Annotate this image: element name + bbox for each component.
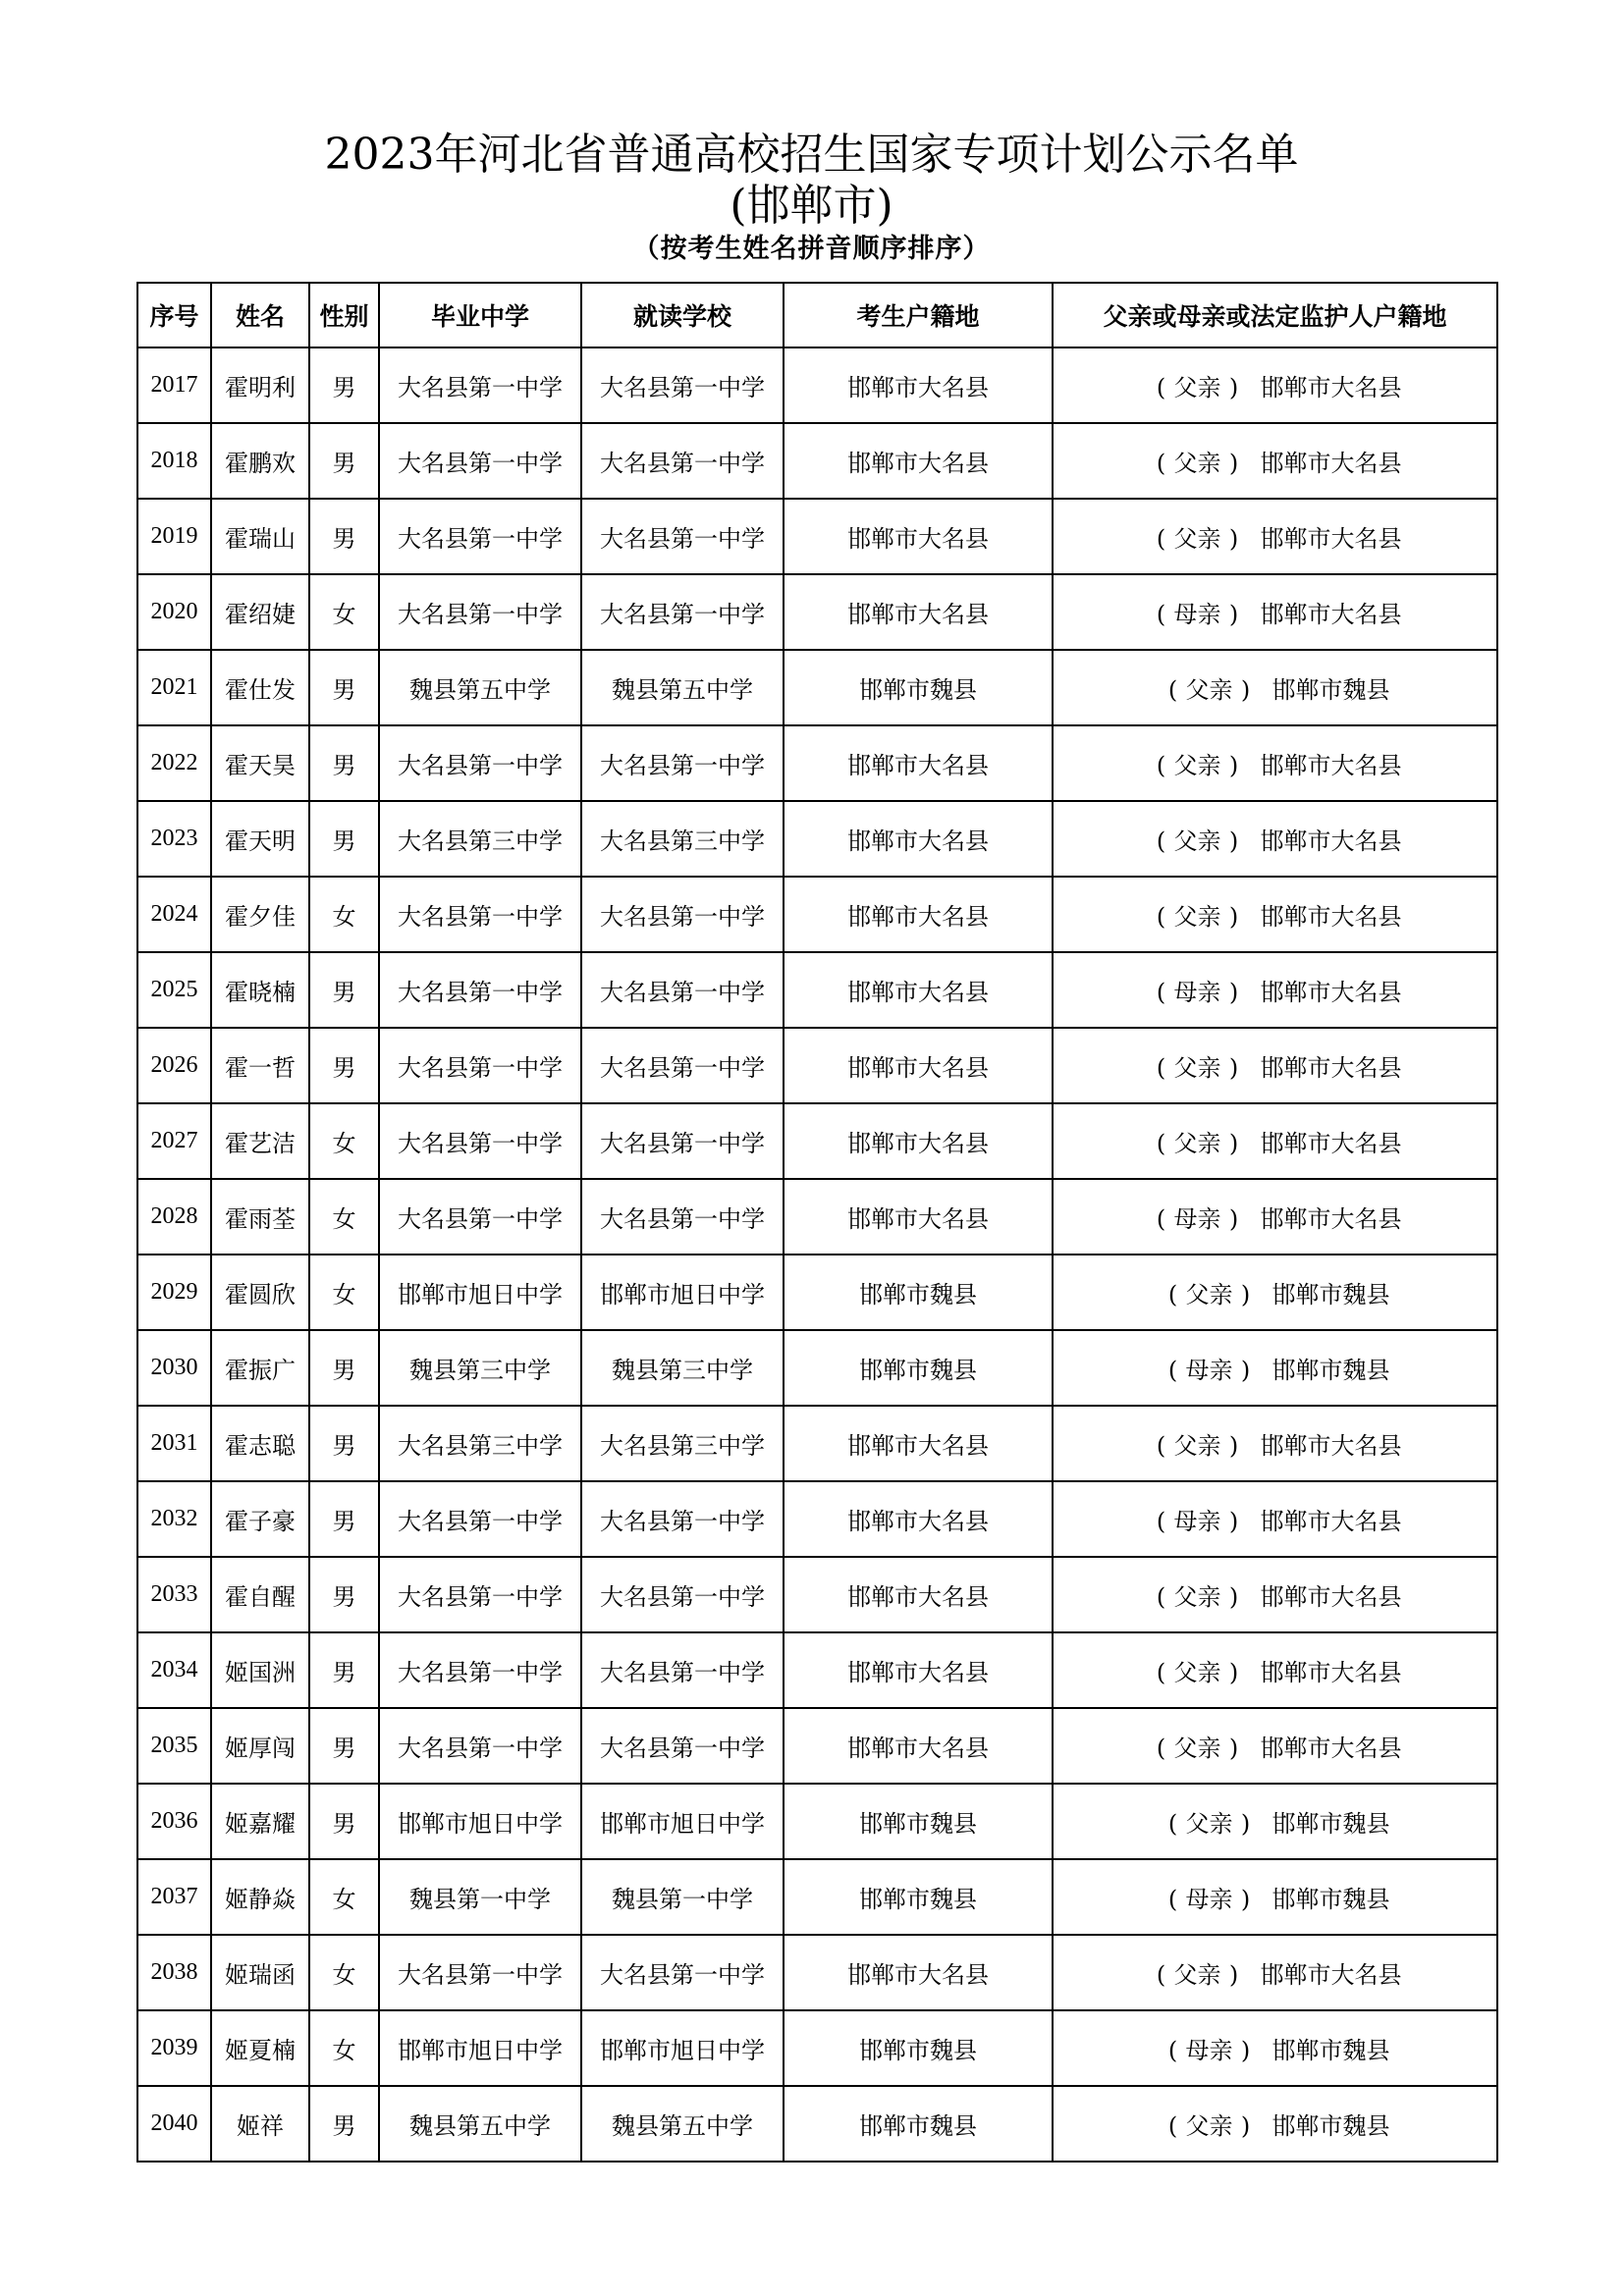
guardian-relation: ( 母亲 ) xyxy=(1167,1357,1251,1384)
cell-no: 2028 xyxy=(137,1179,211,1255)
table-row xyxy=(137,952,1497,1028)
cell-grad-school: 大名县第一中学 xyxy=(379,1935,581,2010)
cell-guardian-hukou xyxy=(1053,1632,1497,1708)
cell-hukou: 邯郸市大名县 xyxy=(784,1406,1053,1481)
guardian-relation: ( 父亲 ) xyxy=(1167,2112,1251,2140)
table-row xyxy=(137,650,1497,725)
cell-no: 2018 xyxy=(137,423,211,499)
cell-name: 霍天昊 xyxy=(211,725,309,801)
cell-guardian-hukou xyxy=(1053,1481,1497,1557)
guardian-relation-text: 父亲 xyxy=(1173,752,1221,779)
guardian-hukou-place: 邯郸市大名县 xyxy=(1260,601,1402,628)
cell-name: 霍鹏欢 xyxy=(211,423,309,499)
cell-guardian-hukou xyxy=(1053,499,1497,574)
cell-gender: 女 xyxy=(309,2010,379,2086)
document-sort-note: （按考生姓名拼音顺序排序） xyxy=(632,234,991,264)
cell-hukou: 邯郸市大名县 xyxy=(784,1708,1053,1784)
table-header-row xyxy=(137,283,1497,347)
guardian-relation-text: 父亲 xyxy=(1173,525,1221,553)
guardian-hukou-place: 邯郸市大名县 xyxy=(1260,1735,1402,1762)
cell-guardian-hukou xyxy=(1053,1103,1497,1179)
cell-current-school: 大名县第一中学 xyxy=(581,1557,784,1632)
cell-hukou: 邯郸市大名县 xyxy=(784,499,1053,574)
guardian-relation-text: 父亲 xyxy=(1173,1583,1221,1611)
cell-guardian-hukou xyxy=(1053,2086,1497,2162)
guardian-relation-text: 父亲 xyxy=(1185,1281,1233,1308)
cell-hukou: 邯郸市魏县 xyxy=(784,1859,1053,1935)
cell-name: 霍晓楠 xyxy=(211,952,309,1028)
guardian-relation: ( 父亲 ) xyxy=(1167,676,1251,704)
cell-grad-school: 魏县第五中学 xyxy=(379,2086,581,2162)
cell-current-school: 大名县第一中学 xyxy=(581,1632,784,1708)
header-name: 姓名 xyxy=(211,283,309,347)
cell-current-school: 大名县第一中学 xyxy=(581,1103,784,1179)
guardian-hukou-place: 邯郸市大名县 xyxy=(1260,1583,1402,1611)
guardian-relation: ( 父亲 ) xyxy=(1167,1810,1251,1838)
cell-no: 2022 xyxy=(137,725,211,801)
cell-no: 2037 xyxy=(137,1859,211,1935)
guardian-hukou-place: 邯郸市大名县 xyxy=(1260,1508,1402,1535)
header-no: 序号 xyxy=(137,283,211,347)
cell-hukou: 邯郸市大名县 xyxy=(784,574,1053,650)
cell-grad-school: 大名县第一中学 xyxy=(379,952,581,1028)
roster-table xyxy=(136,282,1498,2163)
cell-no: 2029 xyxy=(137,1255,211,1330)
cell-guardian-hukou xyxy=(1053,1179,1497,1255)
cell-gender: 男 xyxy=(309,347,379,423)
header-gender: 性别 xyxy=(309,283,379,347)
guardian-relation-text: 父亲 xyxy=(1173,1961,1221,1989)
cell-current-school: 大名县第一中学 xyxy=(581,499,784,574)
cell-grad-school: 邯郸市旭日中学 xyxy=(379,2010,581,2086)
table-row xyxy=(137,1859,1497,1935)
guardian-hukou-place: 邯郸市魏县 xyxy=(1271,1810,1390,1838)
cell-name: 霍一哲 xyxy=(211,1028,309,1103)
guardian-relation: ( 父亲 ) xyxy=(1156,1659,1239,1686)
cell-current-school: 大名县第一中学 xyxy=(581,1028,784,1103)
cell-gender: 男 xyxy=(309,725,379,801)
cell-no: 2020 xyxy=(137,574,211,650)
cell-guardian-hukou xyxy=(1053,1708,1497,1784)
guardian-relation: ( 父亲 ) xyxy=(1156,1735,1239,1762)
cell-hukou: 邯郸市大名县 xyxy=(784,1557,1053,1632)
guardian-hukou-place: 邯郸市魏县 xyxy=(1271,2037,1390,2064)
cell-guardian-hukou xyxy=(1053,725,1497,801)
cell-gender: 男 xyxy=(309,1708,379,1784)
guardian-hukou-place: 邯郸市大名县 xyxy=(1260,903,1402,931)
cell-no: 2033 xyxy=(137,1557,211,1632)
table-row xyxy=(137,499,1497,574)
guardian-relation: ( 母亲 ) xyxy=(1156,1205,1239,1233)
cell-no: 2034 xyxy=(137,1632,211,1708)
table-row xyxy=(137,1481,1497,1557)
cell-hukou: 邯郸市大名县 xyxy=(784,952,1053,1028)
cell-gender: 男 xyxy=(309,650,379,725)
cell-current-school: 大名县第一中学 xyxy=(581,347,784,423)
cell-gender: 男 xyxy=(309,801,379,877)
cell-current-school: 邯郸市旭日中学 xyxy=(581,1255,784,1330)
guardian-relation-text: 母亲 xyxy=(1173,601,1221,628)
guardian-hukou-place: 邯郸市大名县 xyxy=(1260,374,1402,401)
cell-gender: 男 xyxy=(309,952,379,1028)
cell-grad-school: 魏县第三中学 xyxy=(379,1330,581,1406)
cell-name: 霍绍婕 xyxy=(211,574,309,650)
cell-guardian-hukou xyxy=(1053,650,1497,725)
guardian-relation: ( 母亲 ) xyxy=(1167,1886,1251,1913)
cell-name: 霍志聪 xyxy=(211,1406,309,1481)
guardian-relation: ( 父亲 ) xyxy=(1156,374,1239,401)
cell-no: 2038 xyxy=(137,1935,211,2010)
cell-hukou: 邯郸市大名县 xyxy=(784,1935,1053,2010)
table-row xyxy=(137,423,1497,499)
guardian-relation: ( 母亲 ) xyxy=(1156,601,1239,628)
cell-hukou: 邯郸市大名县 xyxy=(784,1632,1053,1708)
guardian-hukou-place: 邯郸市大名县 xyxy=(1260,450,1402,477)
cell-grad-school: 魏县第五中学 xyxy=(379,650,581,725)
cell-hukou: 邯郸市魏县 xyxy=(784,1330,1053,1406)
cell-guardian-hukou xyxy=(1053,1859,1497,1935)
guardian-relation: ( 父亲 ) xyxy=(1156,1054,1239,1082)
table-row xyxy=(137,2010,1497,2086)
guardian-hukou-place: 邯郸市大名县 xyxy=(1260,1432,1402,1460)
cell-current-school: 魏县第三中学 xyxy=(581,1330,784,1406)
guardian-relation: ( 父亲 ) xyxy=(1156,1961,1239,1989)
cell-grad-school: 邯郸市旭日中学 xyxy=(379,1784,581,1859)
guardian-relation-text: 母亲 xyxy=(1173,1205,1221,1233)
cell-hukou: 邯郸市大名县 xyxy=(784,1179,1053,1255)
guardian-relation-text: 父亲 xyxy=(1185,2112,1233,2140)
cell-hukou: 邯郸市魏县 xyxy=(784,650,1053,725)
guardian-relation-text: 母亲 xyxy=(1185,1357,1233,1384)
cell-gender: 男 xyxy=(309,423,379,499)
guardian-relation-text: 父亲 xyxy=(1173,1432,1221,1460)
cell-name: 姬嘉耀 xyxy=(211,1784,309,1859)
table-row xyxy=(137,801,1497,877)
cell-guardian-hukou xyxy=(1053,1406,1497,1481)
cell-gender: 男 xyxy=(309,1028,379,1103)
cell-guardian-hukou xyxy=(1053,2010,1497,2086)
cell-no: 2030 xyxy=(137,1330,211,1406)
document-title: 2023年河北省普通高校招生国家专项计划公示名单 xyxy=(324,130,1299,180)
cell-current-school: 大名县第一中学 xyxy=(581,423,784,499)
cell-name: 霍夕佳 xyxy=(211,877,309,952)
cell-grad-school: 大名县第一中学 xyxy=(379,347,581,423)
cell-current-school: 魏县第五中学 xyxy=(581,650,784,725)
cell-no: 2032 xyxy=(137,1481,211,1557)
guardian-hukou-place: 邯郸市魏县 xyxy=(1271,1281,1390,1308)
guardian-hukou-place: 邯郸市魏县 xyxy=(1271,2112,1390,2140)
cell-grad-school: 魏县第一中学 xyxy=(379,1859,581,1935)
cell-guardian-hukou xyxy=(1053,574,1497,650)
cell-grad-school: 大名县第一中学 xyxy=(379,1179,581,1255)
cell-current-school: 邯郸市旭日中学 xyxy=(581,2010,784,2086)
table-row xyxy=(137,1255,1497,1330)
cell-gender: 女 xyxy=(309,1859,379,1935)
guardian-relation: ( 父亲 ) xyxy=(1156,828,1239,855)
cell-gender: 女 xyxy=(309,1179,379,1255)
guardian-relation-text: 父亲 xyxy=(1173,1659,1221,1686)
cell-grad-school: 大名县第一中学 xyxy=(379,423,581,499)
cell-hukou: 邯郸市大名县 xyxy=(784,347,1053,423)
cell-hukou: 邯郸市魏县 xyxy=(784,2010,1053,2086)
cell-grad-school: 大名县第一中学 xyxy=(379,574,581,650)
cell-no: 2021 xyxy=(137,650,211,725)
cell-hukou: 邯郸市大名县 xyxy=(784,1028,1053,1103)
cell-grad-school: 大名县第一中学 xyxy=(379,725,581,801)
cell-gender: 女 xyxy=(309,1103,379,1179)
cell-grad-school: 大名县第一中学 xyxy=(379,1103,581,1179)
cell-grad-school: 大名县第三中学 xyxy=(379,1406,581,1481)
cell-grad-school: 大名县第一中学 xyxy=(379,1708,581,1784)
cell-name: 姬祥 xyxy=(211,2086,309,2162)
cell-gender: 女 xyxy=(309,1255,379,1330)
cell-gender: 男 xyxy=(309,1330,379,1406)
cell-current-school: 大名县第一中学 xyxy=(581,952,784,1028)
cell-grad-school: 大名县第一中学 xyxy=(379,1028,581,1103)
cell-no: 2019 xyxy=(137,499,211,574)
cell-current-school: 大名县第一中学 xyxy=(581,877,784,952)
cell-hukou: 邯郸市大名县 xyxy=(784,423,1053,499)
cell-current-school: 大名县第一中学 xyxy=(581,574,784,650)
guardian-relation: ( 父亲 ) xyxy=(1156,1432,1239,1460)
guardian-relation-text: 父亲 xyxy=(1173,903,1221,931)
guardian-relation-text: 父亲 xyxy=(1173,1130,1221,1157)
cell-current-school: 大名县第一中学 xyxy=(581,1935,784,2010)
cell-no: 2025 xyxy=(137,952,211,1028)
table-row xyxy=(137,877,1497,952)
cell-name: 姬国洲 xyxy=(211,1632,309,1708)
cell-gender: 男 xyxy=(309,1784,379,1859)
cell-name: 霍振广 xyxy=(211,1330,309,1406)
cell-current-school: 大名县第一中学 xyxy=(581,725,784,801)
guardian-relation-text: 父亲 xyxy=(1173,450,1221,477)
cell-current-school: 大名县第三中学 xyxy=(581,1406,784,1481)
cell-guardian-hukou xyxy=(1053,877,1497,952)
cell-guardian-hukou xyxy=(1053,423,1497,499)
cell-no: 2026 xyxy=(137,1028,211,1103)
guardian-hukou-place: 邯郸市大名县 xyxy=(1260,1054,1402,1082)
guardian-relation-text: 父亲 xyxy=(1185,676,1233,704)
cell-gender: 男 xyxy=(309,1557,379,1632)
cell-name: 霍圆欣 xyxy=(211,1255,309,1330)
cell-grad-school: 大名县第一中学 xyxy=(379,499,581,574)
guardian-hukou-place: 邯郸市魏县 xyxy=(1271,1886,1390,1913)
cell-hukou: 邯郸市魏县 xyxy=(784,2086,1053,2162)
cell-grad-school: 邯郸市旭日中学 xyxy=(379,1255,581,1330)
guardian-relation-text: 父亲 xyxy=(1173,1735,1221,1762)
table-row xyxy=(137,725,1497,801)
guardian-relation: ( 母亲 ) xyxy=(1156,979,1239,1006)
cell-guardian-hukou xyxy=(1053,1784,1497,1859)
guardian-hukou-place: 邯郸市大名县 xyxy=(1260,1130,1402,1157)
table-row xyxy=(137,1632,1497,1708)
table-row xyxy=(137,1028,1497,1103)
table-row xyxy=(137,574,1497,650)
table-row xyxy=(137,1557,1497,1632)
cell-hukou: 邯郸市大名县 xyxy=(784,725,1053,801)
guardian-relation: ( 母亲 ) xyxy=(1167,2037,1251,2064)
cell-gender: 女 xyxy=(309,877,379,952)
cell-current-school: 魏县第五中学 xyxy=(581,2086,784,2162)
header-hukou: 考生户籍地 xyxy=(784,283,1053,347)
table-row xyxy=(137,347,1497,423)
cell-name: 姬厚闯 xyxy=(211,1708,309,1784)
cell-grad-school: 大名县第三中学 xyxy=(379,801,581,877)
guardian-relation: ( 父亲 ) xyxy=(1156,1583,1239,1611)
cell-gender: 男 xyxy=(309,2086,379,2162)
guardian-hukou-place: 邯郸市大名县 xyxy=(1260,752,1402,779)
cell-name: 霍仕发 xyxy=(211,650,309,725)
guardian-hukou-place: 邯郸市大名县 xyxy=(1260,525,1402,553)
guardian-hukou-place: 邯郸市大名县 xyxy=(1260,1205,1402,1233)
cell-name: 姬夏楠 xyxy=(211,2010,309,2086)
cell-guardian-hukou xyxy=(1053,347,1497,423)
table-row xyxy=(137,1103,1497,1179)
cell-current-school: 魏县第一中学 xyxy=(581,1859,784,1935)
table-row xyxy=(137,1935,1497,2010)
cell-guardian-hukou xyxy=(1053,1028,1497,1103)
cell-no: 2027 xyxy=(137,1103,211,1179)
cell-name: 姬瑞函 xyxy=(211,1935,309,2010)
cell-hukou: 邯郸市大名县 xyxy=(784,1103,1053,1179)
cell-guardian-hukou xyxy=(1053,1330,1497,1406)
guardian-relation: ( 父亲 ) xyxy=(1156,1130,1239,1157)
table-body xyxy=(137,347,1497,2162)
cell-current-school: 大名县第一中学 xyxy=(581,1708,784,1784)
guardian-relation: ( 母亲 ) xyxy=(1156,1508,1239,1535)
guardian-relation-text: 父亲 xyxy=(1173,374,1221,401)
cell-current-school: 大名县第一中学 xyxy=(581,1179,784,1255)
cell-no: 2035 xyxy=(137,1708,211,1784)
cell-no: 2031 xyxy=(137,1406,211,1481)
guardian-relation-text: 父亲 xyxy=(1173,1054,1221,1082)
cell-hukou: 邯郸市魏县 xyxy=(784,1255,1053,1330)
cell-current-school: 邯郸市旭日中学 xyxy=(581,1784,784,1859)
cell-guardian-hukou xyxy=(1053,1935,1497,2010)
cell-gender: 女 xyxy=(309,574,379,650)
cell-name: 霍明利 xyxy=(211,347,309,423)
cell-hukou: 邯郸市魏县 xyxy=(784,1784,1053,1859)
guardian-hukou-place: 邯郸市魏县 xyxy=(1271,676,1390,704)
cell-current-school: 大名县第一中学 xyxy=(581,1481,784,1557)
table-row xyxy=(137,1406,1497,1481)
cell-no: 2024 xyxy=(137,877,211,952)
cell-name: 姬静焱 xyxy=(211,1859,309,1935)
guardian-relation: ( 父亲 ) xyxy=(1156,903,1239,931)
table-row xyxy=(137,1708,1497,1784)
cell-hukou: 邯郸市大名县 xyxy=(784,801,1053,877)
guardian-relation-text: 父亲 xyxy=(1173,828,1221,855)
cell-grad-school: 大名县第一中学 xyxy=(379,1632,581,1708)
guardian-relation: ( 父亲 ) xyxy=(1167,1281,1251,1308)
guardian-hukou-place: 邯郸市大名县 xyxy=(1260,1659,1402,1686)
guardian-relation: ( 父亲 ) xyxy=(1156,525,1239,553)
cell-name: 霍天明 xyxy=(211,801,309,877)
cell-current-school: 大名县第三中学 xyxy=(581,801,784,877)
guardian-hukou-place: 邯郸市大名县 xyxy=(1260,979,1402,1006)
cell-name: 霍自醒 xyxy=(211,1557,309,1632)
guardian-relation-text: 母亲 xyxy=(1185,2037,1233,2064)
cell-grad-school: 大名县第一中学 xyxy=(379,1481,581,1557)
cell-no: 2036 xyxy=(137,1784,211,1859)
cell-no: 2040 xyxy=(137,2086,211,2162)
cell-gender: 男 xyxy=(309,1632,379,1708)
guardian-relation-text: 母亲 xyxy=(1173,979,1221,1006)
guardian-hukou-place: 邯郸市魏县 xyxy=(1271,1357,1390,1384)
header-current-school: 就读学校 xyxy=(581,283,784,347)
cell-grad-school: 大名县第一中学 xyxy=(379,877,581,952)
cell-guardian-hukou xyxy=(1053,952,1497,1028)
cell-hukou: 邯郸市大名县 xyxy=(784,877,1053,952)
guardian-relation-text: 母亲 xyxy=(1185,1886,1233,1913)
guardian-relation-text: 母亲 xyxy=(1173,1508,1221,1535)
cell-name: 霍子豪 xyxy=(211,1481,309,1557)
guardian-relation: ( 父亲 ) xyxy=(1156,752,1239,779)
cell-gender: 男 xyxy=(309,1406,379,1481)
cell-gender: 女 xyxy=(309,1935,379,2010)
header-grad-school: 毕业中学 xyxy=(379,283,581,347)
cell-no: 2017 xyxy=(137,347,211,423)
table-row xyxy=(137,1179,1497,1255)
cell-guardian-hukou xyxy=(1053,801,1497,877)
cell-guardian-hukou xyxy=(1053,1557,1497,1632)
cell-hukou: 邯郸市大名县 xyxy=(784,1481,1053,1557)
cell-name: 霍瑞山 xyxy=(211,499,309,574)
table-row xyxy=(137,1784,1497,1859)
guardian-relation-text: 父亲 xyxy=(1185,1810,1233,1838)
guardian-hukou-place: 邯郸市大名县 xyxy=(1260,828,1402,855)
header-guardian-hukou: 父亲或母亲或法定监护人户籍地 xyxy=(1053,283,1497,347)
guardian-hukou-place: 邯郸市大名县 xyxy=(1260,1961,1402,1989)
cell-gender: 男 xyxy=(309,499,379,574)
guardian-relation: ( 父亲 ) xyxy=(1156,450,1239,477)
table-row xyxy=(137,2086,1497,2162)
cell-name: 霍雨荃 xyxy=(211,1179,309,1255)
cell-gender: 男 xyxy=(309,1481,379,1557)
table-row xyxy=(137,1330,1497,1406)
cell-name: 霍艺洁 xyxy=(211,1103,309,1179)
document-subtitle: (邯郸市) xyxy=(730,181,893,231)
cell-guardian-hukou xyxy=(1053,1255,1497,1330)
cell-grad-school: 大名县第一中学 xyxy=(379,1557,581,1632)
cell-no: 2039 xyxy=(137,2010,211,2086)
cell-no: 2023 xyxy=(137,801,211,877)
